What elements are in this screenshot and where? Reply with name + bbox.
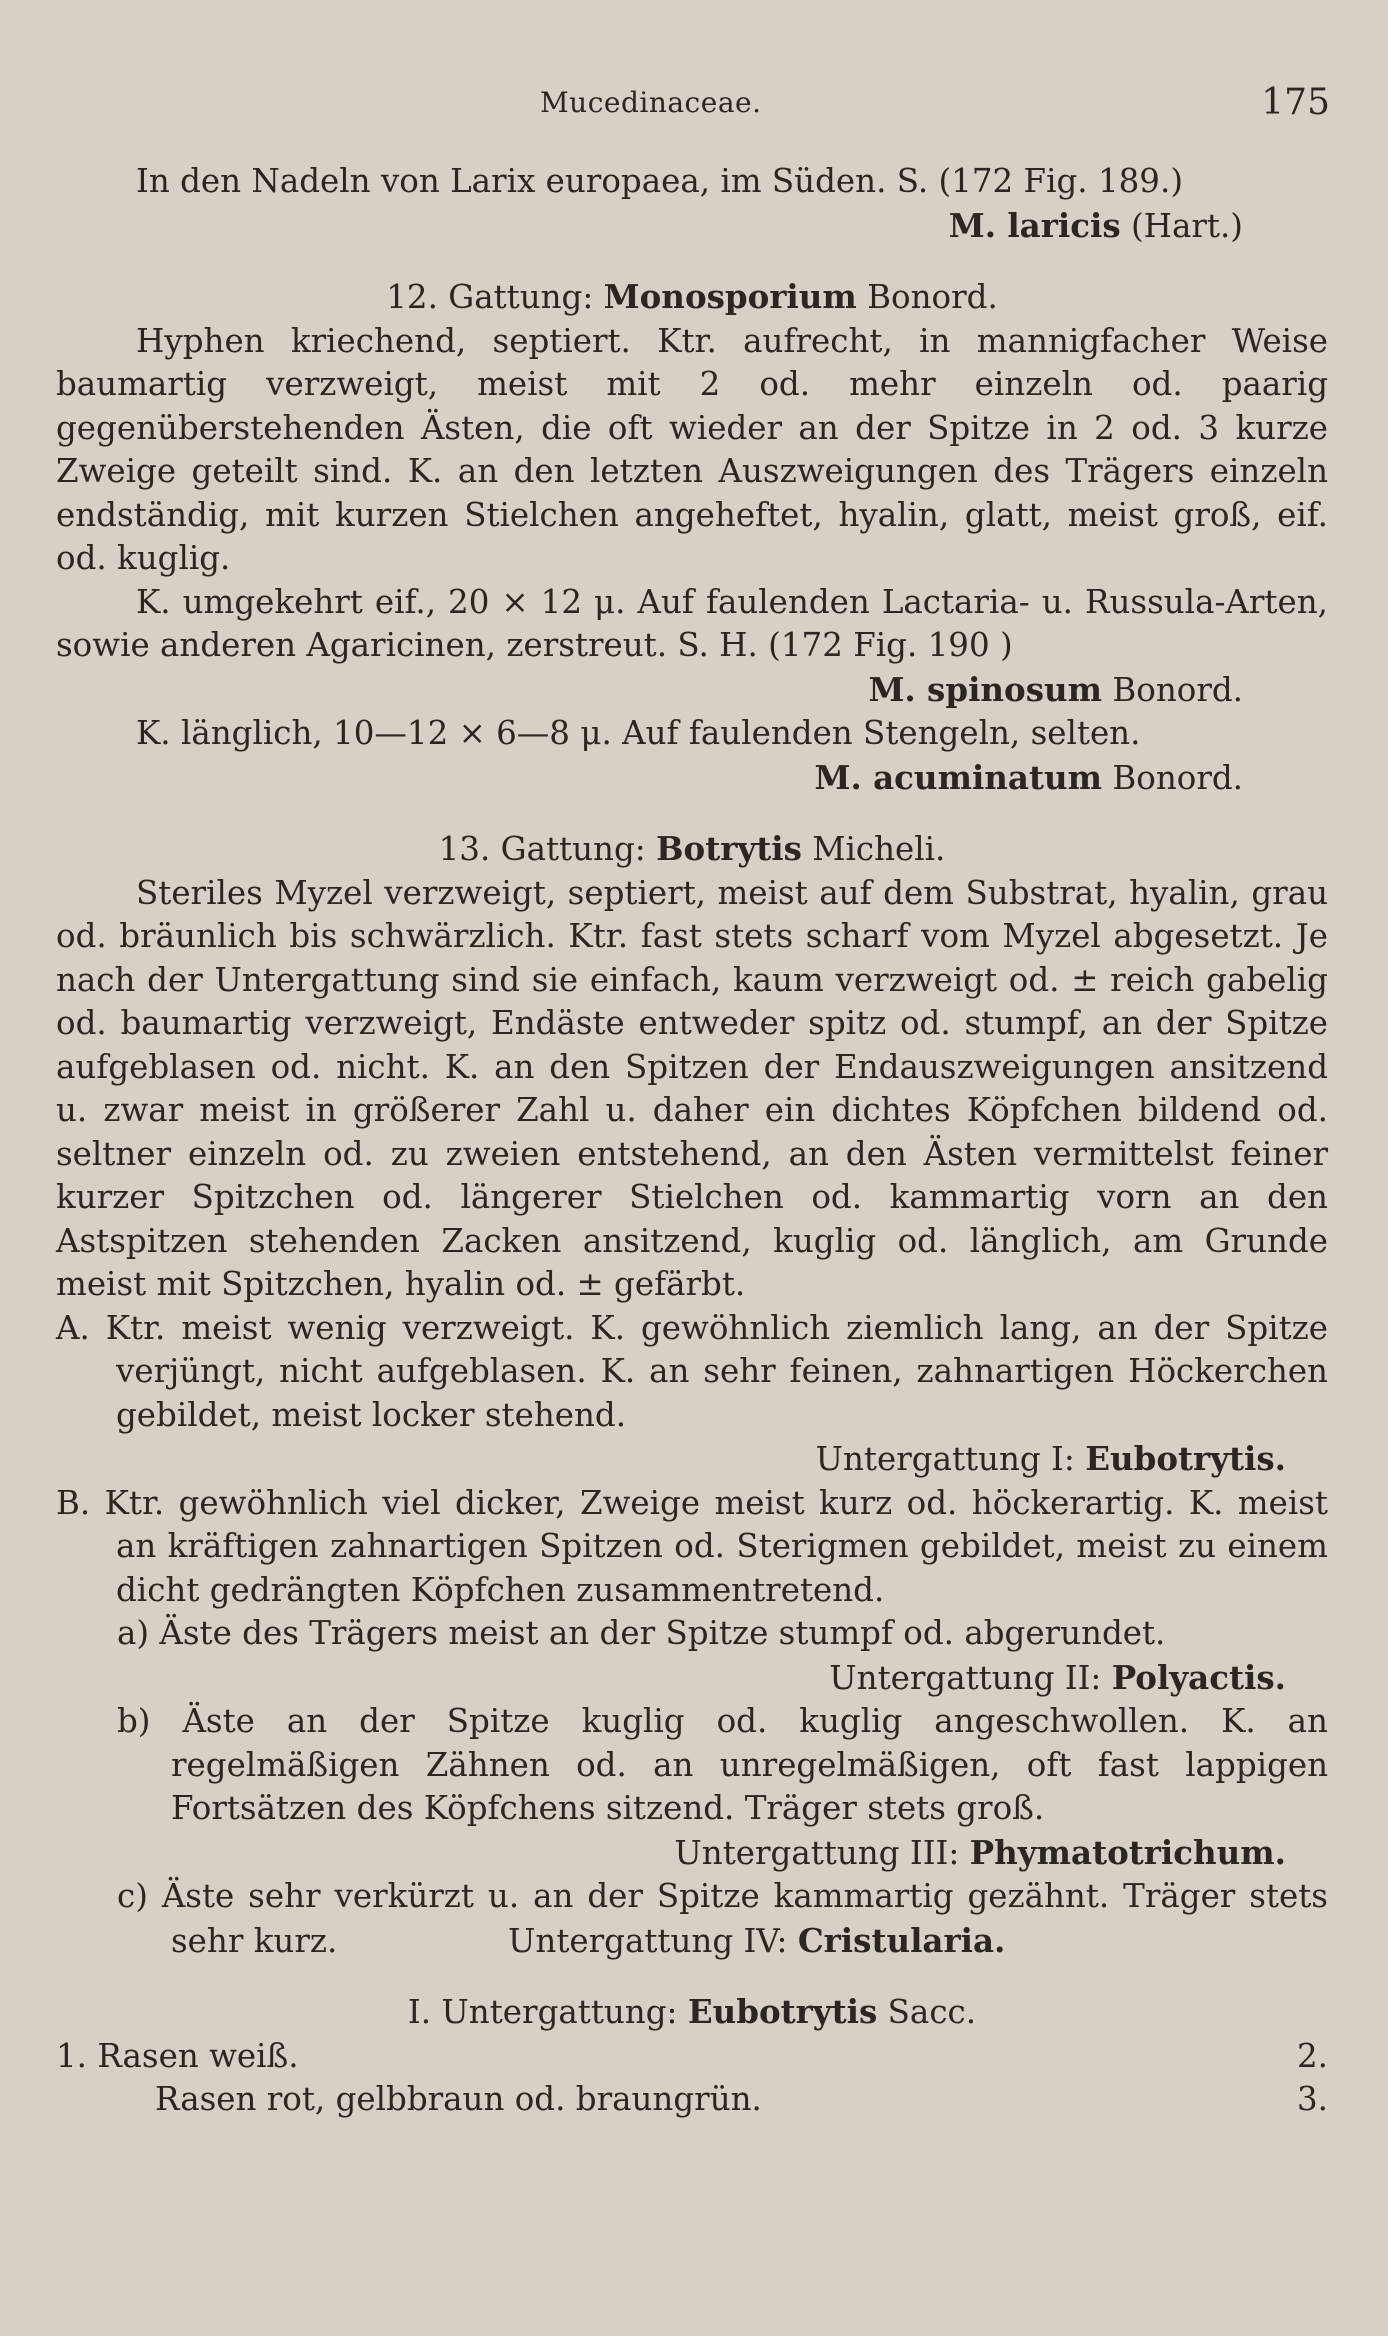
subgenus-line bbox=[56, 1831, 1328, 1876]
key-item-a: A. Ktr. meist wenig verzweigt. K. gewöhnlich ziemlich lang, an der Spitze verjüngt, nicht aufgeblasen. K. an sehr feinen, zahnartigen Höckerchen gebildet, meist locker stehend. bbox=[56, 1308, 1328, 1434]
subgenus-label: Untergattung I: bbox=[815, 1440, 1075, 1478]
page-body bbox=[56, 160, 1328, 2122]
key-text: Rasen rot, gelbbraun od. braungrün. bbox=[155, 2080, 762, 2118]
subgenus-heading-name: Eubotrytis bbox=[687, 1992, 878, 2031]
species-line bbox=[56, 204, 1328, 249]
key-subitem-c-text: c) Äste sehr verkürzt u. an der Spitze kammartig gezähnt. Träger stets sehr kurz. bbox=[117, 1877, 1328, 1960]
genus-name: Monosporium bbox=[603, 277, 857, 316]
genus-number: 12. Gattung: bbox=[386, 278, 594, 316]
genus-number: 13. Gattung: bbox=[438, 830, 646, 868]
subgenus-label: Untergattung II: bbox=[829, 1658, 1102, 1697]
subgenus-name: Phymatotrichum. bbox=[969, 1832, 1286, 1872]
species-description: K. umgekehrt eif., 20 × 12 μ. Auf faulenden Lactaria- u. Russula-Arten, sowie anderen Agaricinen, zerstreut. S. H. (172 Fig. 190 ) bbox=[56, 582, 1328, 664]
subgenus-line bbox=[56, 1656, 1328, 1701]
subgenus-heading bbox=[56, 1990, 1328, 2035]
key-target: 3. bbox=[1296, 2080, 1328, 2118]
genus-heading bbox=[56, 827, 1328, 872]
species-description: K. länglich, 10—12 × 6—8 μ. Auf faulenden Stengeln, selten. bbox=[136, 714, 1141, 752]
genus-author: Bonord. bbox=[867, 278, 998, 316]
subgenus-line bbox=[56, 1437, 1328, 1482]
genus-description: Hyphen kriechend, septiert. Ktr. aufrecht, in mannigfacher Weise baumartig verzweigt, meist mit 2 od. mehr einzeln od. paarig gegenüberstehenden Ästen, die oft wieder an der Spitze in 2 od. 3 kurze Zweige geteilt sind. K. an den letzten Auszweigungen des Trägers einzeln endständig, mit kurzen Stielchen angeheftet, hyalin, glatt, meist groß, eif. od. kuglig. bbox=[56, 321, 1328, 577]
page-header bbox=[0, 82, 1388, 132]
species-line bbox=[56, 756, 1328, 801]
key-subitem-a: a) Äste des Trägers meist an der Spitze stumpf od. abgerundet. bbox=[117, 1614, 1166, 1652]
subgenus-name: Eubotrytis. bbox=[1085, 1439, 1286, 1478]
subgenus-label: Untergattung IV: bbox=[508, 1921, 788, 1960]
subgenus-author: Sacc. bbox=[887, 1993, 977, 2031]
species-author: (Hart.) bbox=[1130, 206, 1243, 245]
subgenus-name: Cristularia. bbox=[797, 1920, 1006, 1960]
genus-description: Steriles Myzel verzweigt, septiert, meist auf dem Substrat, hyalin, grau od. bräunlich bis schwärzlich. Ktr. fast stets scharf vom Myzel abgesetzt. Je nach der Untergattung sind sie einfach, kaum verzweigt od. ± reich gabelig od. baumartig verzweigt, Endäste entweder spitz od. stumpf, an der Spitze aufgeblasen od. nicht. K. an den Spitzen der Endauszweigungen ansitzend u. zwar meist in größerer Zahl u. daher ein dichtes Köpfchen bildend od. seltner einzeln od. zu zweien entstehend, an den Ästen vermittelst feiner kurzer Spitzchen od. längerer Stielchen od. kammartig vorn an den Astspitzen stehenden Zacken ansitzend, kuglig od. länglich, am Grunde meist mit Spitzchen, hyalin od. ± gefärbt. bbox=[56, 873, 1328, 1303]
species-author: Bonord. bbox=[1112, 670, 1243, 709]
species-name: M. laricis bbox=[948, 205, 1121, 245]
key-item-b: B. Ktr. gewöhnlich viel dicker, Zweige meist kurz od. höckerartig. K. meist an kräftigen zahnartigen Spitzen od. Sterigmen gebildet, meist zu einem dicht gedrängten Köpfchen zusammentretend. bbox=[56, 1483, 1328, 1609]
subgenus-number: I. Untergattung: bbox=[407, 1993, 678, 2031]
subgenus-label: Untergattung III: bbox=[674, 1833, 960, 1872]
key-text: 1. Rasen weiß. bbox=[56, 2036, 299, 2075]
genus-author: Micheli. bbox=[812, 830, 946, 868]
key-subitem-b: b) Äste an der Spitze kuglig od. kuglig angeschwollen. K. an regelmäßigen Zähnen od. an unregelmäßigen, oft fast lappigen Fortsätzen des Köpfchens sitzend. Träger stets groß. bbox=[117, 1702, 1328, 1827]
running-title: Mucedinaceae. bbox=[540, 86, 762, 119]
subgenus-name: Polyactis. bbox=[1111, 1657, 1286, 1697]
key-line bbox=[56, 2035, 1328, 2079]
genus-name: Botrytis bbox=[656, 829, 802, 868]
species-line bbox=[56, 668, 1328, 713]
page-number: 175 bbox=[1261, 82, 1330, 123]
key-line bbox=[56, 2078, 1328, 2122]
species-author: Bonord. bbox=[1112, 758, 1243, 797]
key-subitem-c bbox=[56, 1875, 1328, 1963]
habitat-text: In den Nadeln von Larix europaea, im Süden. S. (172 Fig. 189.) bbox=[136, 162, 1183, 200]
key-target: 2. bbox=[1296, 2036, 1328, 2075]
species-name: M. spinosum bbox=[868, 669, 1103, 709]
species-name: M. acuminatum bbox=[814, 757, 1103, 797]
genus-heading bbox=[56, 275, 1328, 320]
